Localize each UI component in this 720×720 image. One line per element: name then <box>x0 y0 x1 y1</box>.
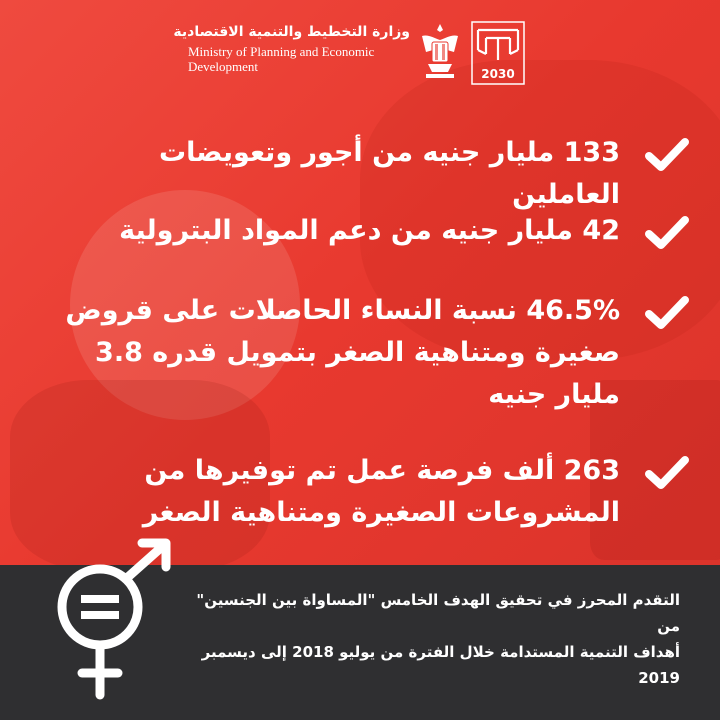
egypt-eagle-icon <box>418 22 462 80</box>
checkmark-icon <box>644 294 690 332</box>
checkmark-icon <box>644 454 690 492</box>
checkmark-icon <box>644 214 690 252</box>
ministry-name-english-line2: Development <box>188 59 259 74</box>
banner-caption <box>170 587 680 691</box>
item-text: 133 مليار جنيه من أجور وتعويضات العاملين <box>159 137 620 210</box>
item-text: 42 مليار جنيه من دعم المواد البترولية <box>119 215 620 246</box>
ministry-name-english-line1: Ministry of Planning and Economic <box>188 44 375 59</box>
item-text: 263 ألف فرصة عمل تم توفيرها من المشروعات الصغيرة ومتناهية الصغر <box>142 455 620 528</box>
checkmark-icon <box>644 136 690 174</box>
header <box>0 18 720 98</box>
banner-caption-line2: أهداف التنمية المستدامة خلال الفترة من يوليو 2018 إلى ديسمبر 2019 <box>201 643 680 687</box>
ministry-name <box>173 24 410 74</box>
footer-banner <box>0 565 720 720</box>
ministry-name-arabic: وزارة التخطيط والتنمية الاقتصادية <box>173 24 410 40</box>
egypt-vision-2030-logo <box>470 20 526 86</box>
banner-caption-line1: التقدم المحرز في تحقيق الهدف الخامس "المساواة بين الجنسين" من <box>196 591 680 635</box>
item-text: 46.5% نسبة النساء الحاصلات على قروض صغيرة ومتناهية الصغر بتمويل قدره 3.8 مليار جنيه <box>65 295 620 410</box>
svg-text:2030: 2030 <box>481 67 515 81</box>
gender-equality-icon <box>40 535 190 715</box>
